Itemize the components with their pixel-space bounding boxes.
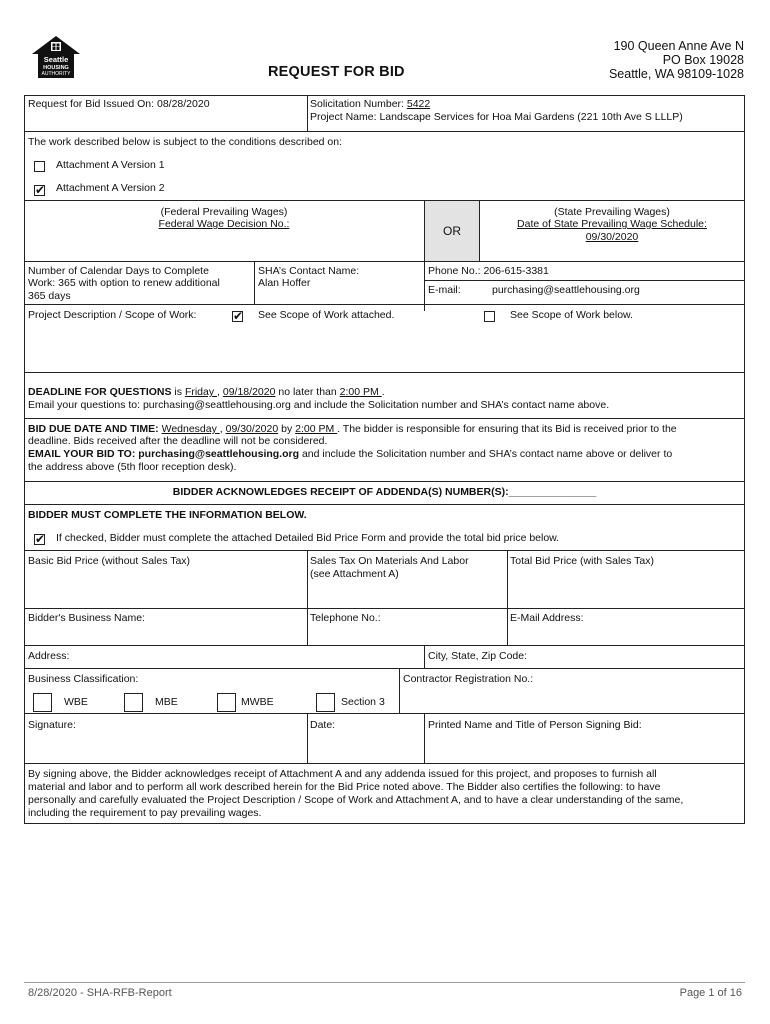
addenda-acknowledgement: BIDDER ACKNOWLEDGES RECEIPT OF ADDENDA(S) NUMBER(S):_______________ [172, 486, 597, 498]
bid-due-line [28, 423, 677, 436]
sales-tax-field[interactable] [309, 584, 505, 606]
date-field[interactable] [309, 733, 422, 761]
wbe-checkbox[interactable] [33, 693, 52, 712]
scope-below-label: See Scope of Work below. [510, 309, 633, 321]
date-label: Date: [310, 719, 336, 731]
solicitation-label: Solicitation Number: [310, 98, 407, 110]
questions-date: 09/18/2020 [222, 386, 276, 398]
page-title: REQUEST FOR BID [268, 64, 405, 80]
phone-number: Phone No.: 206-615-3381 [428, 265, 549, 277]
contact-email: purchasing@seattlehousing.org [492, 284, 640, 296]
text-fragment: . The bidder is responsible for ensuring that its Bid is received prior to the [337, 423, 677, 435]
questions-deadline [28, 386, 385, 399]
section3-label: Section 3 [341, 696, 385, 708]
contact-name: Alan Hoffer [258, 277, 311, 289]
page-number: Page 1 of 16 [679, 987, 742, 999]
logo-text-1: Seattle [43, 55, 69, 64]
business-name-label: Bidder's Business Name: [28, 612, 145, 624]
footer-date-report: 8/28/2020 - SHA-RFB-Report [28, 987, 172, 999]
telephone-field[interactable] [309, 626, 505, 644]
solicitation-value: 5422 [406, 98, 431, 110]
delivery-address-note: the address above (5th floor reception desk). [28, 461, 237, 473]
signature-field[interactable] [26, 733, 304, 761]
state-wages-title: (State Prevailing Wages) [554, 206, 670, 218]
certification-line: By signing above, the Bidder acknowledges receipt of Attachment A and any addenda issued for this project, and proposes to furnish all [28, 768, 657, 780]
total-bid-price-label: Total Bid Price (with Sales Tax) [510, 555, 654, 567]
text-fragment: by [278, 423, 296, 435]
solicitation-number [310, 98, 430, 111]
text-fragment: , [217, 386, 223, 398]
contractor-registration-label: Contractor Registration No.: [403, 673, 534, 685]
state-wage-schedule: Date of State Prevailing Wage Schedule: [517, 218, 707, 230]
bid-due-date: 09/30/2020 [225, 423, 279, 435]
state-wage-date: 09/30/2020 [585, 231, 639, 243]
calendar-days-line1: Number of Calendar Days to Complete [28, 265, 209, 277]
attachment-a-v1-checkbox[interactable] [34, 161, 45, 172]
questions-email-instructions: Email your questions to: purchasing@seattlehousing.org and include the Solicitation number and SHA’s contact name above. [28, 399, 610, 411]
signature-label: Signature: [28, 719, 76, 731]
section3-checkbox[interactable] [316, 693, 335, 712]
address-label: Address: [28, 650, 70, 662]
logo-text-3: AUTHORITY [41, 71, 71, 77]
conditions-text: The work described below is subject to the conditions described on: [28, 136, 343, 148]
federal-wage-decision: Federal Wage Decision No.: [158, 218, 290, 230]
complete-heading: BIDDER MUST COMPLETE THE INFORMATION BELOW. [28, 509, 307, 521]
printed-name-field[interactable] [426, 733, 742, 761]
contact-label: SHA’s Contact Name: [258, 265, 360, 277]
bidder-email-field[interactable] [509, 626, 742, 644]
questions-time: 2:00 PM [339, 386, 382, 398]
basic-bid-price-label: Basic Bid Price (without Sales Tax) [28, 555, 191, 567]
federal-wages-title: (Federal Prevailing Wages) [160, 206, 288, 218]
attachment-a-v2-label: Attachment A Version 2 [56, 182, 165, 194]
telephone-label: Telephone No.: [310, 612, 381, 624]
email-bid-line [28, 448, 672, 461]
bid-due-time: 2:00 PM [295, 423, 338, 435]
text-fragment: . [381, 386, 385, 398]
project-name: Project Name: Landscape Services for Hoa Mai Gardens (221 10th Ave S LLLP) [310, 111, 683, 123]
logo-text-2: HOUSING [43, 65, 69, 71]
address-line: Seattle, WA 98109-1028 [608, 67, 744, 81]
text-fragment: no later than [275, 386, 340, 398]
business-classification-label: Business Classification: [28, 673, 139, 685]
bid-due-heading: BID DUE DATE AND TIME: [28, 423, 159, 435]
text-fragment: , [219, 423, 226, 435]
total-bid-price-field[interactable] [509, 572, 742, 606]
scope-attached-label: See Scope of Work attached. [258, 309, 395, 321]
email-bid-heading: EMAIL YOUR BID TO: purchasing@seattlehousing.org [28, 448, 300, 460]
city-state-zip-label: City, State, Zip Code: [428, 650, 528, 662]
mbe-label: MBE [155, 696, 178, 708]
bid-due-day: Wednesday [161, 423, 220, 435]
address-line: PO Box 19028 [662, 53, 744, 67]
bidder-email-label: E-Mail Address: [510, 612, 584, 624]
address-line: 190 Queen Anne Ave N [613, 39, 744, 53]
sha-address [609, 39, 744, 81]
text-fragment: is [171, 386, 185, 398]
sha-logo [30, 34, 82, 80]
certification-line: personally and carefully evaluated the Project Description / Scope of Work and Attachment A, and to have a clear understanding of the same, [28, 794, 684, 806]
detailed-bid-form-checkbox[interactable] [34, 534, 45, 545]
calendar-days-line3: 365 days [28, 290, 71, 302]
sales-tax-label-line2: (see Attachment A) [310, 568, 399, 580]
detailed-bid-form-text: If checked, Bidder must complete the attached Detailed Bid Price Form and provide the total bid price below. [56, 532, 560, 544]
certification-line: including the requirement to pay prevailing wages. [28, 807, 262, 819]
email-label: E-mail: [428, 284, 461, 296]
wbe-label: WBE [64, 696, 88, 708]
or-label: OR [443, 224, 461, 238]
mwbe-label: MWBE [241, 696, 274, 708]
text-fragment: and include the Solicitation number and SHA’s contact name above or deliver to [299, 448, 673, 460]
questions-day: Friday [184, 386, 218, 398]
sales-tax-label-line1: Sales Tax On Materials And Labor [310, 555, 469, 567]
scope-label: Project Description / Scope of Work: [28, 309, 197, 321]
printed-name-label: Printed Name and Title of Person Signing Bid: [428, 719, 642, 731]
scope-attached-checkbox[interactable] [232, 311, 243, 322]
issued-date: Request for Bid Issued On: 08/28/2020 [28, 98, 210, 110]
questions-deadline-heading: DEADLINE FOR QUESTIONS [28, 386, 172, 398]
scope-below-checkbox[interactable] [484, 311, 495, 322]
attachment-a-v1-label: Attachment A Version 1 [56, 159, 165, 171]
business-name-field[interactable] [26, 626, 304, 644]
bid-due-note: deadline. Bids received after the deadline will not be considered. [28, 435, 328, 447]
mwbe-checkbox[interactable] [217, 693, 236, 712]
mbe-checkbox[interactable] [124, 693, 143, 712]
attachment-a-v2-checkbox[interactable] [34, 185, 45, 196]
basic-bid-price-field[interactable] [26, 572, 304, 606]
certification-line: material and labor and to perform all work described herein for the Bid Price noted above. The Bidder also certifies the following: to have [28, 781, 661, 793]
calendar-days-line2: Work: 365 with option to renew additional [28, 277, 220, 289]
